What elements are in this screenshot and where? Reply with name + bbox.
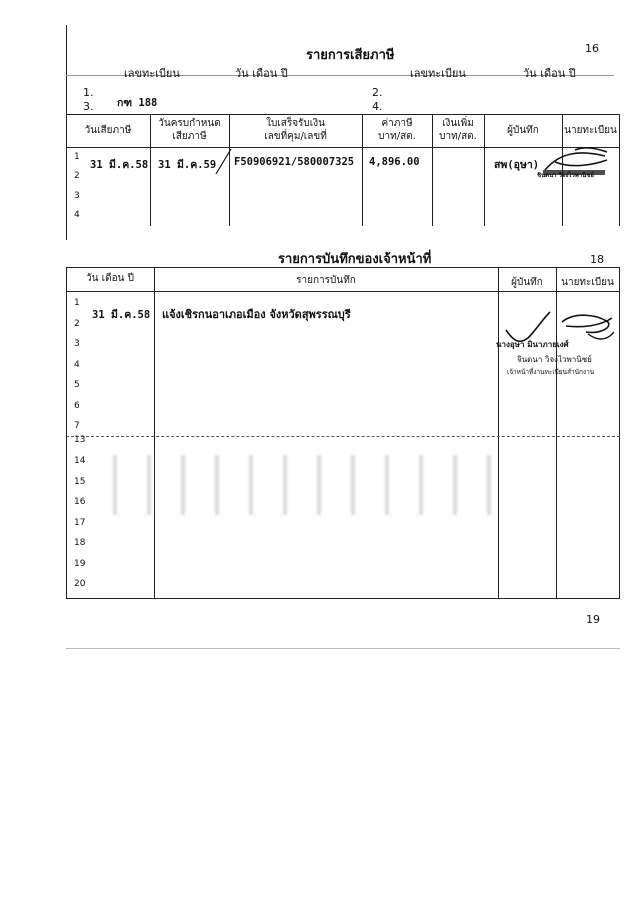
col-label: บาท/สต.	[439, 131, 477, 142]
page-number-top: 16	[585, 42, 599, 55]
dashed-separator	[66, 436, 620, 437]
officer-row-number: 3	[74, 339, 80, 349]
officer-col-registrar-header: นายทะเบียน	[561, 277, 614, 288]
tax-due-date: 31 มี.ค.59	[158, 159, 217, 171]
date-label-1: วัน เดือน ปี	[235, 67, 288, 80]
officer-entry-date: 31 มี.ค.58	[92, 309, 151, 321]
page-number-middle: 18	[590, 253, 604, 266]
col-label: นายทะเบียน	[564, 125, 617, 136]
officer-col-divider	[619, 267, 620, 598]
col-due-date-header	[150, 117, 229, 143]
check-mark-stroke	[214, 146, 234, 176]
officer-row-number: 7	[74, 421, 80, 431]
tax-paid-date: 31 มี.ค.58	[90, 159, 149, 171]
reg-label-1: เลขทะเบียน	[124, 67, 180, 80]
stamp-position: เจ้าหน้าที่งานทะเบียนสำนักงาน	[507, 368, 595, 376]
stamp-registrar: จินดนา วิจงไวพานิชย์	[517, 355, 592, 364]
officer-row-number: 5	[74, 380, 80, 390]
bleed-through-texture	[95, 455, 495, 515]
tax-row-number: 2	[74, 171, 80, 181]
col-tax-header	[362, 117, 432, 143]
tax-receipt-number: F50906921/580007325	[234, 156, 355, 168]
officer-col-date-header: วัน เดือน ปี	[86, 273, 134, 284]
officer-row-number: 1	[74, 298, 80, 308]
line-number-1: 1.	[83, 86, 94, 99]
officer-row-number: 6	[74, 401, 80, 411]
officer-entry-text: แจ้งเชิรกนอาเภอเมือง จังหวัดสุพรรณบุรี	[162, 308, 351, 321]
officer-table-top	[66, 267, 620, 268]
plate-number: กฑ 188	[117, 97, 158, 109]
officer-table-bottom	[66, 598, 620, 599]
tax-recorder: สพ(อุษา)	[494, 159, 540, 171]
officer-col-entry-header: รายการบันทึก	[296, 275, 356, 286]
reg-label-2: เลขทะเบียน	[410, 67, 466, 80]
officer-col-recorder-header: ผู้บันทึก	[511, 277, 543, 288]
col-label: วันครบกำหนด	[158, 118, 221, 129]
line-number-3: 3.	[83, 100, 94, 113]
col-receipt-header	[229, 117, 362, 143]
tax-row-number: 3	[74, 191, 80, 201]
registrar-stamp-text: ชินดนา วิจงไวพานิชย์	[537, 172, 594, 179]
col-paid-date-header	[66, 124, 150, 137]
officer-col-divider	[66, 267, 67, 598]
col-label: ใบเสร็จรับเงิน	[266, 118, 325, 129]
tax-row-number: 4	[74, 210, 80, 220]
officer-row-number: 14	[74, 456, 86, 466]
officer-row-number: 15	[74, 477, 86, 487]
page-number-bottom: 19	[586, 613, 600, 626]
col-label: บาท/สต.	[378, 131, 416, 142]
officer-row-number: 13	[74, 435, 86, 445]
stamp-name: นางอุษา มินาภายเงศ์	[496, 340, 569, 349]
col-label: วันเสียภาษี	[84, 125, 132, 136]
col-label: เงินเพิ่ม	[442, 118, 474, 129]
officer-col-divider	[154, 267, 155, 598]
officer-section-title: รายการบันทึกของเจ้าหน้าที่	[278, 252, 432, 267]
officer-row-number: 19	[74, 559, 86, 569]
tax-amount: 4,896.00	[369, 156, 420, 168]
col-label: เสียภาษี	[172, 131, 207, 142]
bottom-faint-line	[66, 648, 620, 649]
col-label: ผู้บันทึก	[507, 125, 539, 136]
officer-row-number: 18	[74, 538, 86, 548]
officer-table-header-bottom	[66, 291, 620, 292]
officer-col-divider	[498, 267, 499, 598]
col-recorder-header	[484, 124, 562, 137]
officer-row-number: 17	[74, 518, 86, 528]
tax-section-title: รายการเสียภาษี	[306, 48, 395, 63]
date-label-2: วัน เดือน ปี	[523, 67, 576, 80]
col-surcharge-header	[432, 117, 484, 143]
tax-col-divider	[619, 114, 620, 226]
officer-row-number: 20	[74, 579, 86, 589]
tax-row-number: 1	[74, 152, 80, 162]
officer-row-number: 4	[74, 360, 80, 370]
line-number-2: 2.	[372, 86, 383, 99]
col-label: ค่าภาษี	[381, 118, 413, 129]
officer-row-number: 2	[74, 319, 80, 329]
col-label: เลขที่คุม/เลขที่	[264, 131, 327, 142]
col-registrar-header	[562, 124, 619, 137]
officer-row-number: 16	[74, 497, 86, 507]
line-number-4: 4.	[372, 100, 383, 113]
